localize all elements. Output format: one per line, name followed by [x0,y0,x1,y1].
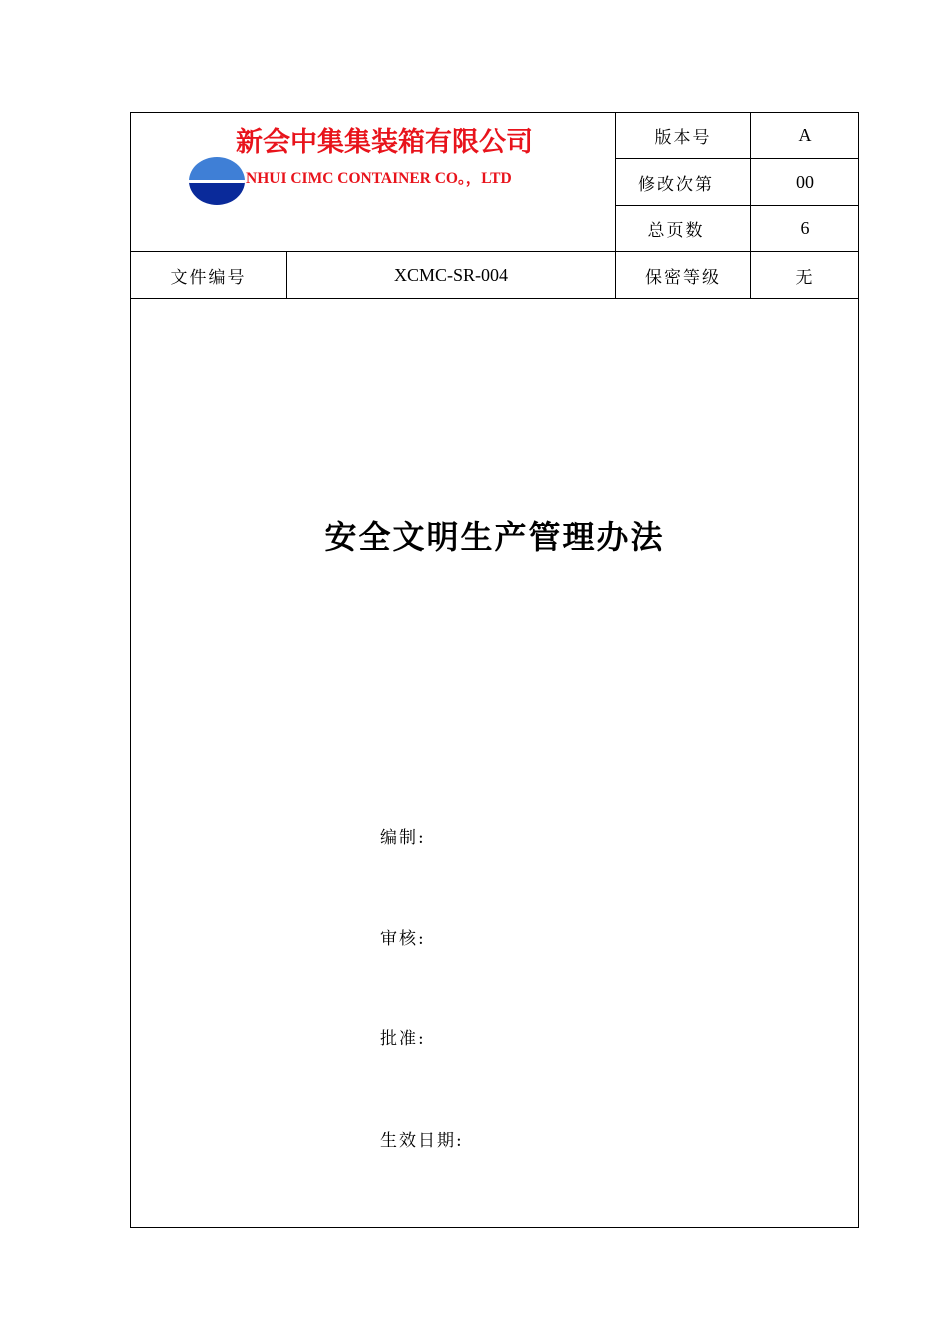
revision-label: 修改次第 [638,174,714,195]
version-label: 版本号 [654,128,712,148]
doc-no-value: XCMC-SR-004 [393,264,509,285]
doc-no-label: 文件编号 [170,267,247,288]
prepared-by-label: 编制: [380,828,426,848]
revision-value: 00 [796,171,814,192]
pages-value: 6 [800,218,810,238]
security-label: 保密等级 [645,267,721,288]
reviewed-by-label: 审核: [380,929,426,949]
company-logo-icon [188,156,246,206]
company-name-en: NHUI CIMC CONTAINER CO。，LTD [246,170,512,187]
approved-by-label: 批准: [380,1029,426,1049]
company-name-cn: 新会中集集装箱有限公司 [236,127,533,158]
document-title: 安全文明生产管理办法 [324,518,665,556]
version-value: A [798,125,812,145]
pages-label: 总页数 [647,221,705,241]
row-divider [130,298,859,299]
effective-date-label: 生效日期: [380,1131,464,1151]
security-value: 无 [795,267,815,288]
